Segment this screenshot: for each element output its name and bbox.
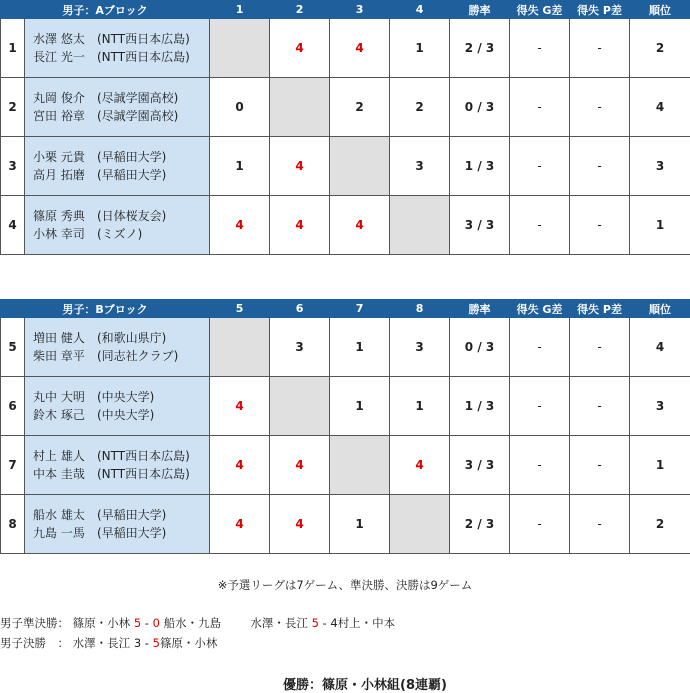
player-1 (33, 89, 209, 107)
player-name: 九島 一馬 (33, 526, 85, 540)
block-a-col-3: 3 (330, 1, 390, 19)
block-b-col-rank: 順位 (630, 300, 690, 318)
game-diff: - (510, 78, 570, 137)
match-score-cell (330, 19, 390, 78)
semifinal-2-score-b: 4 (330, 616, 338, 630)
pair-number: 1 (1, 19, 25, 78)
pair-number: 2 (1, 78, 25, 137)
semifinal-1-score-b: 0 (152, 616, 160, 630)
game-rule-note: ※予選リーグは7ゲーム、準決勝、決勝は9ゲーム (217, 578, 473, 592)
game-diff: - (510, 436, 570, 495)
match-score: 3 (415, 340, 424, 354)
game-diff: - (510, 19, 570, 78)
match-score-cell (330, 495, 390, 554)
rank: 1 (630, 196, 690, 255)
match-score: 4 (295, 218, 304, 232)
point-diff: - (570, 78, 630, 137)
rank: 1 (630, 436, 690, 495)
final-label: 男子決勝 ： (0, 636, 69, 650)
match-score-cell (270, 196, 330, 255)
pair-names (25, 78, 210, 137)
block-b-col-6: 6 (270, 300, 330, 318)
rank: 4 (630, 78, 690, 137)
final-result (0, 635, 217, 651)
pair-number: 4 (1, 196, 25, 255)
point-diff: - (570, 436, 630, 495)
match-score-cell (390, 318, 450, 377)
match-score-cell (210, 495, 270, 554)
block-b-title: 男子：Bブロック (1, 300, 210, 318)
match-score: 1 (355, 399, 364, 413)
player-team: (和歌山県庁) (97, 331, 167, 345)
player-team: (早稲田大学) (97, 150, 167, 164)
semifinal-2-team-b: 村上・中本 (337, 616, 396, 630)
semifinal-2-score-a: 5 (311, 616, 319, 630)
player-2 (33, 225, 209, 243)
player-name: 鈴木 琢己 (33, 408, 85, 422)
pair-number: 3 (1, 137, 25, 196)
match-score: 1 (355, 340, 364, 354)
rank: 4 (630, 318, 690, 377)
player-name: 小林 幸司 (33, 227, 85, 241)
final-score-a: 3 (133, 636, 142, 650)
match-score-cell (210, 78, 270, 137)
win-rate: 1 / 3 (450, 377, 510, 436)
game-diff: - (510, 377, 570, 436)
self-match-cell (330, 436, 390, 495)
block-b-col-rate: 勝率 (450, 300, 510, 318)
semifinal-results (0, 615, 395, 631)
match-score-cell (270, 495, 330, 554)
player-2 (33, 406, 209, 424)
self-match-cell (270, 78, 330, 137)
player-1 (33, 30, 209, 48)
self-match-cell (210, 19, 270, 78)
rank: 3 (630, 377, 690, 436)
point-diff: - (570, 318, 630, 377)
pair-number: 8 (1, 495, 25, 554)
player-name: 柴田 章平 (33, 349, 85, 363)
table-row (1, 78, 690, 137)
match-score-cell (390, 436, 450, 495)
player-team: (日体桜友会) (97, 209, 167, 223)
block-a-header-row (1, 1, 690, 19)
player-name: 丸岡 俊介 (33, 91, 85, 105)
point-diff: - (570, 377, 630, 436)
semifinal-1-score-a: 5 (133, 616, 142, 630)
match-score-cell (390, 377, 450, 436)
match-score-cell (330, 78, 390, 137)
self-match-cell (210, 318, 270, 377)
player-1 (33, 207, 209, 225)
player-1 (33, 447, 209, 465)
match-score: 3 (415, 159, 424, 173)
match-score-cell (390, 19, 450, 78)
block-b-header-row (1, 300, 690, 318)
player-name: 長江 光一 (33, 50, 85, 64)
player-2 (33, 347, 209, 365)
rank: 2 (630, 495, 690, 554)
match-score-cell (330, 196, 390, 255)
player-name: 船水 雄太 (33, 508, 85, 522)
win-rate: 2 / 3 (450, 19, 510, 78)
block-a-title: 男子：Aブロック (1, 1, 210, 19)
match-score: 3 (295, 340, 304, 354)
player-2 (33, 107, 209, 125)
player-2 (33, 524, 209, 542)
block-b-table (0, 299, 690, 554)
match-score: 4 (355, 218, 364, 232)
block-a-table (0, 0, 690, 255)
match-score-cell (270, 137, 330, 196)
champion-banner: 優勝：篠原・小林組(8連覇) (283, 678, 447, 693)
block-a-col-p: 得失 P差 (570, 1, 630, 19)
player-name: 篠原 秀典 (33, 209, 85, 223)
pair-names (25, 377, 210, 436)
player-name: 水澤 悠太 (33, 32, 85, 46)
point-diff: - (570, 137, 630, 196)
table-row (1, 137, 690, 196)
self-match-cell (270, 377, 330, 436)
match-score: 1 (235, 159, 244, 173)
pair-number: 7 (1, 436, 25, 495)
block-b-col-7: 7 (330, 300, 390, 318)
match-score: 1 (355, 517, 364, 531)
semifinal-1-team-a: 篠原・小林 (72, 616, 131, 630)
match-score: 4 (295, 517, 304, 531)
block-b-col-8: 8 (390, 300, 450, 318)
pair-number: 6 (1, 377, 25, 436)
player-name: 小栗 元貴 (33, 150, 85, 164)
match-score: 2 (355, 100, 364, 114)
player-2 (33, 465, 209, 483)
match-score-cell (390, 137, 450, 196)
match-score: 4 (235, 517, 244, 531)
block-a-col-2: 2 (270, 1, 330, 19)
match-score-cell (330, 377, 390, 436)
self-match-cell (330, 137, 390, 196)
match-score: 4 (295, 159, 304, 173)
player-team: (NTT西日本広島) (97, 449, 190, 463)
player-team: (NTT西日本広島) (97, 467, 190, 481)
player-team: (尽誠学園高校) (97, 91, 179, 105)
block-b-col-5: 5 (210, 300, 270, 318)
win-rate: 0 / 3 (450, 318, 510, 377)
player-name: 中本 圭哉 (33, 467, 85, 481)
table-row (1, 318, 690, 377)
player-team: (早稲田大学) (97, 508, 167, 522)
player-name: 高月 拓磨 (33, 168, 85, 182)
table-row (1, 19, 690, 78)
match-score-cell (270, 19, 330, 78)
match-score: 4 (235, 218, 244, 232)
win-rate: 1 / 3 (450, 137, 510, 196)
match-score-cell (210, 436, 270, 495)
block-a-col-g: 得失 G差 (510, 1, 570, 19)
pair-names (25, 137, 210, 196)
table-row (1, 495, 690, 554)
win-rate: 3 / 3 (450, 436, 510, 495)
win-rate: 2 / 3 (450, 495, 510, 554)
player-name: 増田 健人 (33, 331, 85, 345)
self-match-cell (390, 495, 450, 554)
pair-names (25, 495, 210, 554)
match-score: 2 (415, 100, 424, 114)
player-name: 宮田 裕章 (33, 109, 85, 123)
match-score-cell (210, 196, 270, 255)
player-team: (ミズノ) (97, 227, 143, 241)
player-team: (NTT西日本広島) (97, 32, 190, 46)
match-score: 4 (235, 458, 244, 472)
self-match-cell (390, 196, 450, 255)
player-team: (同志社クラブ) (97, 349, 179, 363)
win-rate: 0 / 3 (450, 78, 510, 137)
match-score-cell (210, 137, 270, 196)
block-a-col-rank: 順位 (630, 1, 690, 19)
match-score: 1 (415, 41, 424, 55)
pair-number: 5 (1, 318, 25, 377)
pair-names (25, 436, 210, 495)
match-score: 4 (235, 399, 244, 413)
match-score-cell (390, 78, 450, 137)
player-name: 丸中 大明 (33, 390, 85, 404)
semifinal-1-dash: - (141, 616, 153, 630)
match-score: 4 (415, 458, 424, 472)
player-1 (33, 329, 209, 347)
match-score-cell (210, 377, 270, 436)
final-team-a: 水澤・長江 (72, 636, 131, 650)
table-row (1, 377, 690, 436)
player-team: (早稲田大学) (97, 526, 167, 540)
player-team: (尽誠学園高校) (97, 109, 179, 123)
match-score: 4 (295, 458, 304, 472)
match-score-cell (270, 436, 330, 495)
final-team-b: 篠原・小林 (159, 636, 218, 650)
player-team: (早稲田大学) (97, 168, 167, 182)
match-score-cell (330, 318, 390, 377)
player-1 (33, 506, 209, 524)
point-diff: - (570, 495, 630, 554)
block-b-col-p: 得失 P差 (570, 300, 630, 318)
pair-names (25, 196, 210, 255)
player-2 (33, 48, 209, 66)
player-team: (NTT西日本広島) (97, 50, 190, 64)
semifinal-2-dash: - (318, 616, 331, 630)
pair-names (25, 318, 210, 377)
block-b-col-g: 得失 G差 (510, 300, 570, 318)
rank: 3 (630, 137, 690, 196)
table-row (1, 436, 690, 495)
player-name: 村上 雄人 (33, 449, 85, 463)
match-score: 4 (355, 41, 364, 55)
final-score-b: 5 (152, 636, 160, 650)
win-rate: 3 / 3 (450, 196, 510, 255)
semifinal-label: 男子準決勝： (0, 616, 69, 630)
pair-names (25, 19, 210, 78)
match-score: 1 (415, 399, 424, 413)
point-diff: - (570, 19, 630, 78)
match-score: 4 (295, 41, 304, 55)
block-a-col-rate: 勝率 (450, 1, 510, 19)
game-diff: - (510, 495, 570, 554)
semifinal-2-team-a: 水澤・長江 (250, 616, 308, 630)
match-score-cell (270, 318, 330, 377)
block-a-col-4: 4 (390, 1, 450, 19)
table-row (1, 196, 690, 255)
game-diff: - (510, 318, 570, 377)
game-diff: - (510, 196, 570, 255)
player-1 (33, 148, 209, 166)
player-2 (33, 166, 209, 184)
player-team: (中央大学) (97, 390, 155, 404)
block-a-col-1: 1 (210, 1, 270, 19)
final-dash: - (141, 636, 153, 650)
point-diff: - (570, 196, 630, 255)
player-1 (33, 388, 209, 406)
semifinal-1-team-b: 船水・九島 (163, 616, 222, 630)
rank: 2 (630, 19, 690, 78)
player-team: (中央大学) (97, 408, 155, 422)
match-score: 0 (235, 100, 244, 114)
game-diff: - (510, 137, 570, 196)
